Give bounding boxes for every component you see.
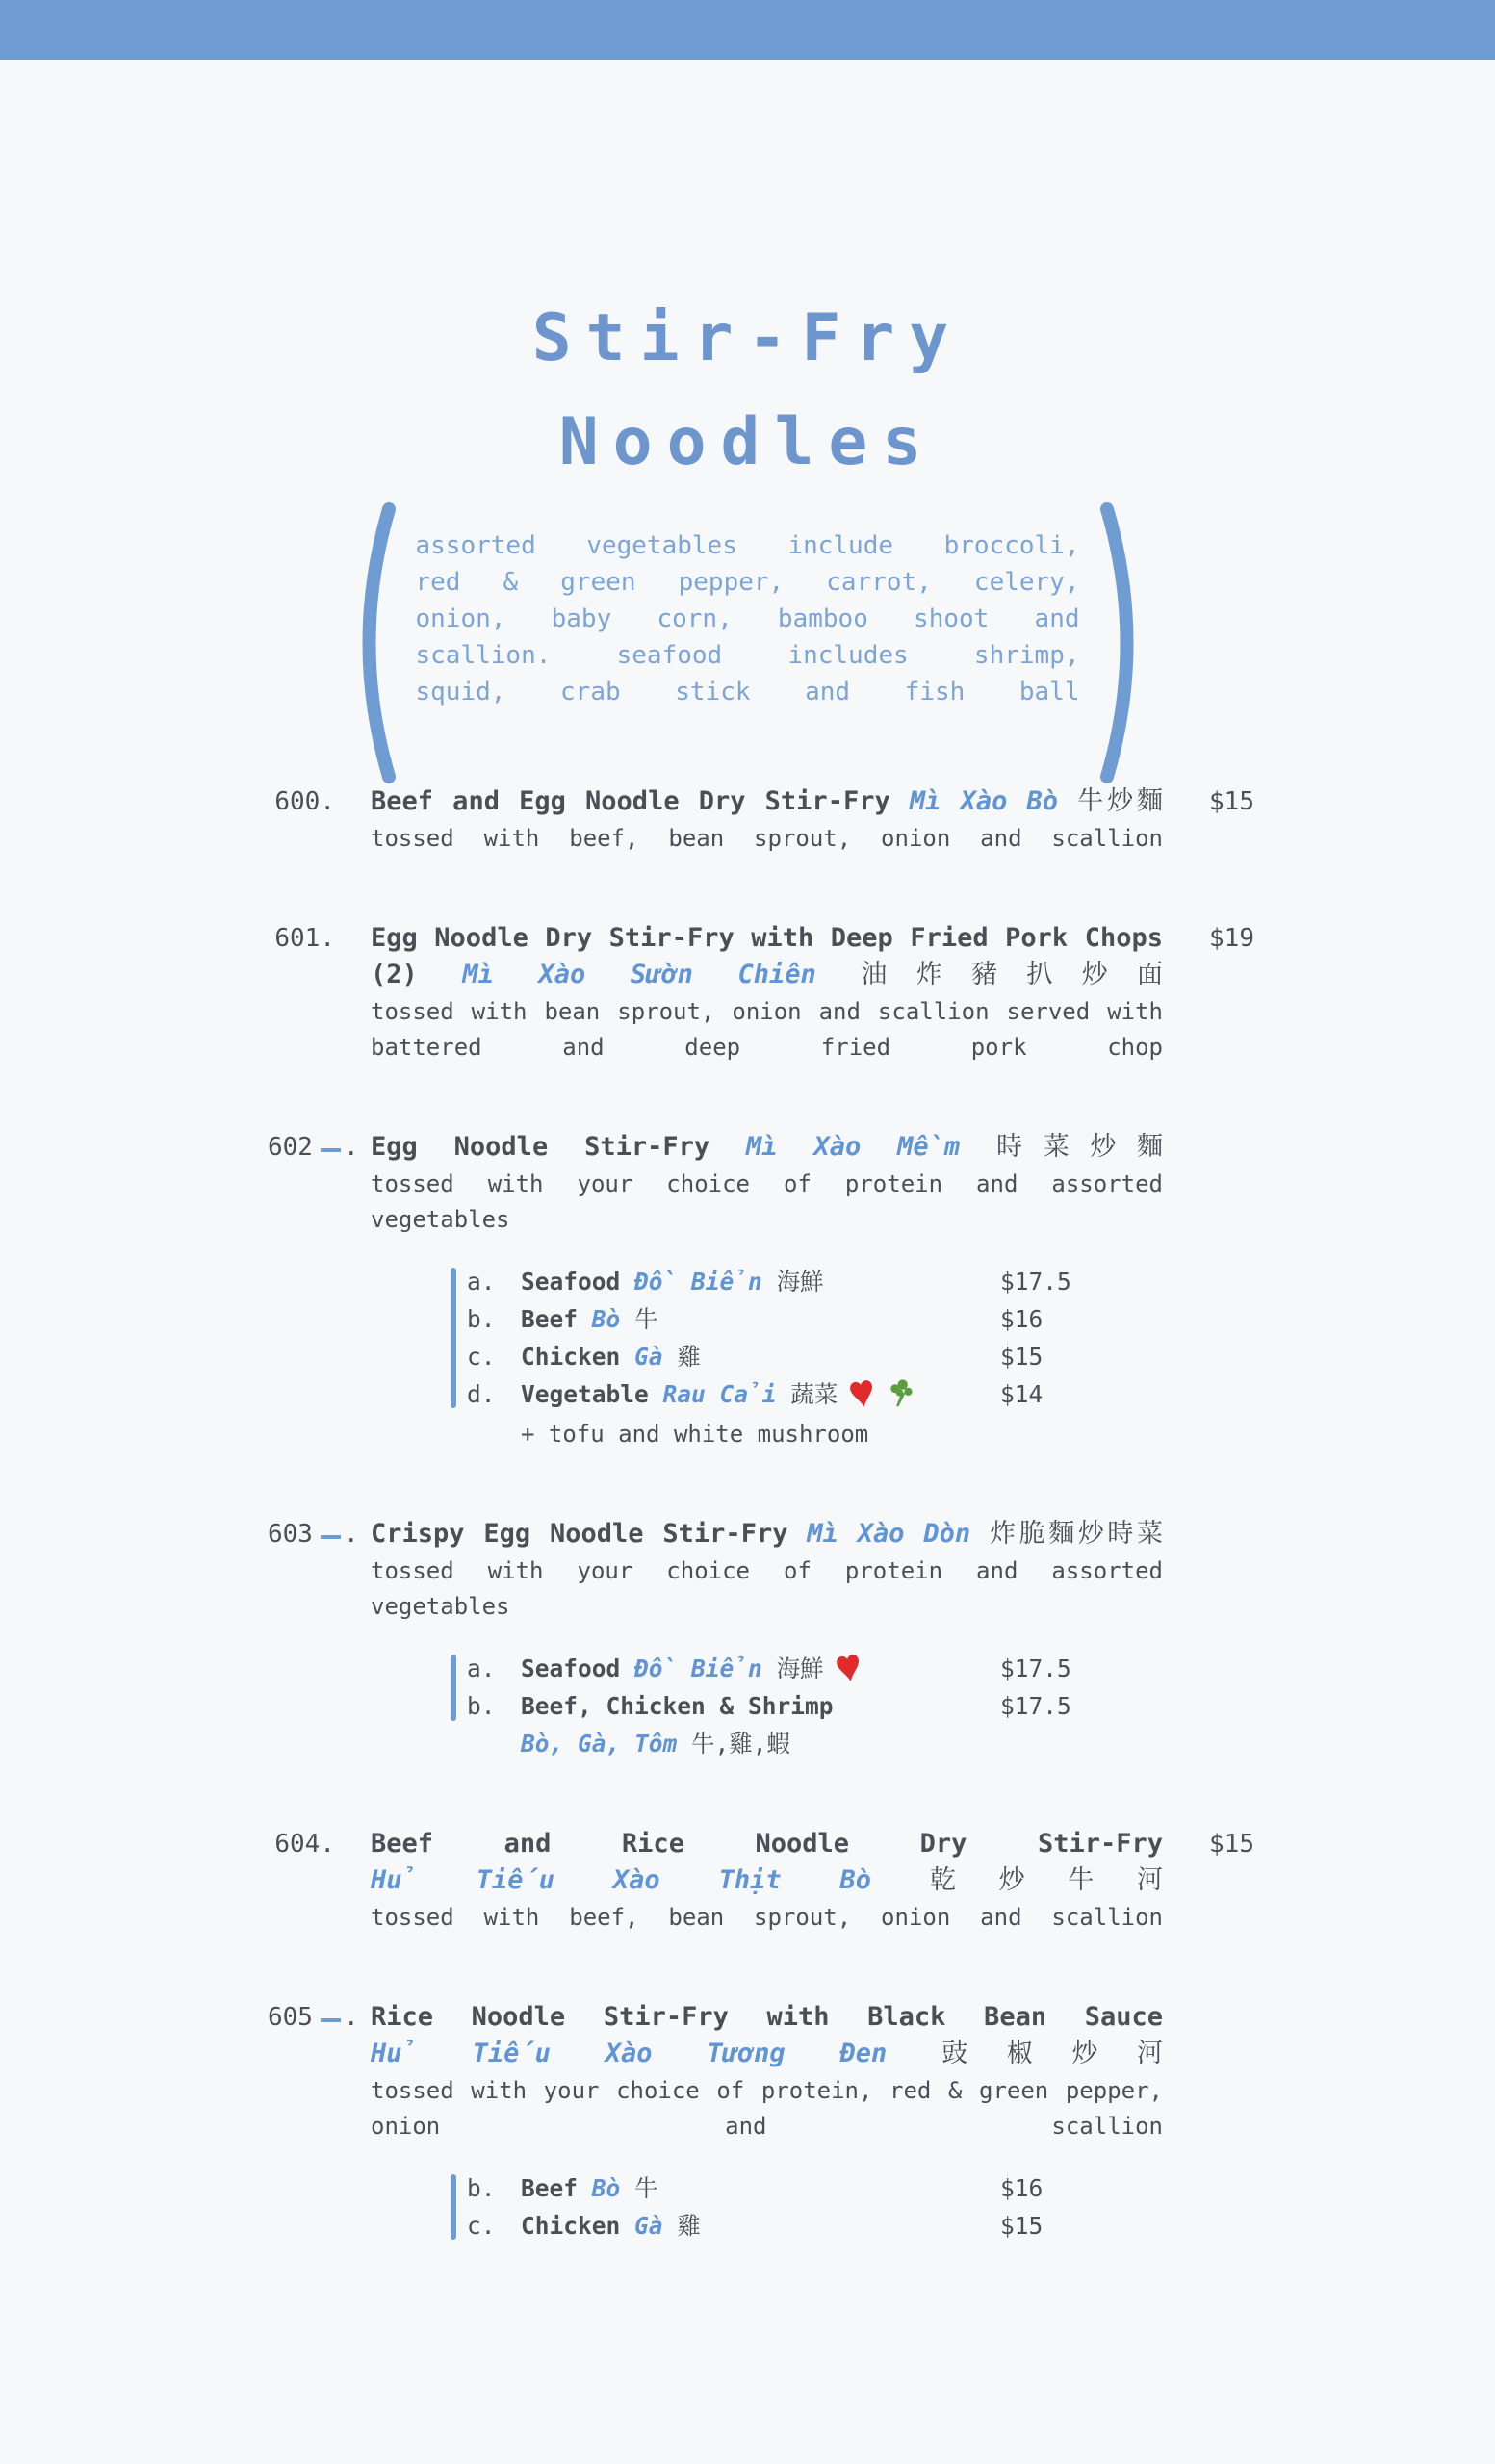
option-name-chinese: 雞 bbox=[677, 2212, 701, 2240]
option-name: Beef bbox=[521, 1305, 579, 1333]
item-name: Beef and Rice Noodle Dry Stir-Fry bbox=[371, 1829, 1163, 1859]
option-letter: d. bbox=[467, 1380, 496, 1408]
option-name: Vegetable bbox=[521, 1380, 649, 1408]
heart-icon bbox=[838, 1380, 876, 1408]
item-options bbox=[451, 1650, 1163, 1762]
item-title-second-line bbox=[371, 2036, 1163, 2072]
option-name-vietnamese: Bò bbox=[591, 2174, 621, 2202]
item-name: Crispy Egg Noodle Stir-Fry bbox=[371, 1519, 788, 1549]
item-name-chinese: 油炸豬扒炒面 bbox=[861, 960, 1163, 989]
option-name: Beef bbox=[521, 2174, 579, 2202]
item-number: 604. bbox=[274, 1830, 335, 1859]
option-row bbox=[467, 2207, 1163, 2245]
item-number: 602 . bbox=[268, 1133, 359, 1162]
note-line: assorted vegetables include broccoli, bbox=[415, 531, 1080, 560]
menu-page bbox=[0, 287, 1495, 2245]
item-name-chinese: 乾炒牛河 bbox=[929, 1865, 1163, 1895]
option-name-chinese: 雞 bbox=[677, 1343, 701, 1371]
option-letter: b. bbox=[467, 1692, 496, 1720]
item-name-chinese: 炸脆麵炒時菜 bbox=[989, 1519, 1164, 1549]
options-accent-bar bbox=[451, 1655, 456, 1721]
page-title-line2: Noodles bbox=[558, 404, 937, 480]
item-name: Egg Noodle Stir-Fry bbox=[371, 1132, 710, 1162]
item-price: $15 bbox=[1209, 1830, 1254, 1859]
item-number: 601. bbox=[274, 924, 335, 953]
page-title-line1: Stir-Fry bbox=[531, 300, 964, 376]
menu-item bbox=[0, 1999, 1495, 2245]
item-title bbox=[371, 920, 1163, 993]
option-name-vietnamese: Gà bbox=[634, 1343, 663, 1371]
options-accent-bar bbox=[451, 2174, 456, 2240]
item-name-vietnamese: Mì Xào Bò bbox=[909, 786, 1059, 816]
item-options bbox=[451, 2169, 1163, 2245]
menu-note bbox=[416, 527, 1080, 710]
option-name: Chicken bbox=[521, 1343, 621, 1371]
item-title bbox=[371, 783, 1163, 820]
option-price: $17.5 bbox=[1000, 1655, 1071, 1682]
broccoli-icon bbox=[876, 1380, 915, 1408]
item-description: tossed with beef, bean sprout, onion and scallion bbox=[371, 1904, 1163, 1931]
option-name-chinese: 牛 bbox=[634, 2174, 658, 2202]
note-line: red & green pepper, carrot, celery, bbox=[415, 568, 1080, 597]
item-price: $19 bbox=[1209, 924, 1254, 953]
item-description: tossed with your choice of protein and assorted vegetables bbox=[371, 1170, 1163, 1233]
item-name-vietnamese: Mì Xào Mềm bbox=[746, 1132, 961, 1162]
option-name-vietnamese: Gà bbox=[634, 2212, 663, 2240]
item-description: tossed with beef, bean sprout, onion and scallion bbox=[371, 825, 1163, 852]
menu-item bbox=[0, 783, 1495, 857]
option-name: Seafood bbox=[521, 1655, 621, 1682]
option-row bbox=[467, 1375, 1163, 1413]
item-name-vietnamese: Hủ Tiếu Xào Tương Đen bbox=[371, 2039, 888, 2068]
item-price: $15 bbox=[1209, 787, 1254, 816]
note-line: squid, crab stick and fish ball bbox=[415, 678, 1080, 706]
option-row bbox=[467, 1687, 1163, 1762]
option-letter: b. bbox=[467, 2174, 496, 2202]
item-title bbox=[371, 1826, 1163, 1862]
option-row bbox=[467, 2169, 1163, 2207]
item-description: tossed with your choice of protein and assorted vegetables bbox=[371, 1557, 1163, 1620]
option-name-vietnamese: Đồ Biển bbox=[634, 1655, 762, 1682]
option-note: + tofu and white mushroom bbox=[521, 1421, 869, 1448]
option-name-chinese: 海鮮 bbox=[776, 1268, 824, 1296]
option-name: Chicken bbox=[521, 2212, 621, 2240]
item-description: tossed with bean sprout, onion and scallion served with battered and deep fried pork chop bbox=[371, 998, 1163, 1061]
option-name-chinese: 牛 bbox=[634, 1305, 658, 1333]
option-name-chinese: 蔬菜 bbox=[790, 1380, 838, 1408]
item-name-vietnamese: Mì Xào Dòn bbox=[807, 1519, 971, 1549]
item-number: 600. bbox=[274, 787, 335, 816]
option-price: $17.5 bbox=[1000, 1268, 1071, 1296]
option-name-chinese: 海鮮 bbox=[776, 1655, 824, 1682]
item-options bbox=[451, 1263, 1163, 1452]
option-price: $16 bbox=[1000, 1305, 1044, 1333]
option-name: Beef, Chicken & Shrimp bbox=[521, 1692, 834, 1720]
right-parenthesis-icon bbox=[1095, 500, 1155, 785]
option-name-vietnamese: Rau Cải bbox=[662, 1380, 777, 1408]
item-number: 603 . bbox=[268, 1520, 359, 1549]
option-price: $15 bbox=[1000, 1343, 1044, 1371]
item-title-second-line bbox=[371, 1862, 1163, 1899]
item-name-chinese: 時菜炒麵 bbox=[996, 1132, 1163, 1162]
menu-item bbox=[0, 1826, 1495, 1936]
fill-in-blank bbox=[321, 2018, 341, 2022]
option-row bbox=[467, 1650, 1163, 1687]
item-name-vietnamese: Hủ Tiếu Xào Thịt Bò bbox=[371, 1865, 872, 1895]
menu-item bbox=[0, 1516, 1495, 1762]
option-name: Seafood bbox=[521, 1268, 621, 1296]
item-name-chinese: 豉椒炒河 bbox=[941, 2039, 1164, 2068]
option-letter: c. bbox=[467, 2212, 496, 2240]
item-name-chinese: 牛炒麵 bbox=[1077, 786, 1164, 816]
heart-icon bbox=[824, 1655, 863, 1682]
option-price: $14 bbox=[1000, 1380, 1044, 1408]
menu-item bbox=[0, 920, 1495, 1065]
left-parenthesis-icon bbox=[341, 500, 400, 785]
item-name: Beef and Egg Noodle Dry Stir-Fry bbox=[371, 786, 890, 816]
option-price: $16 bbox=[1000, 2174, 1044, 2202]
item-name-vietnamese: Mì Xào Sườn Chiên bbox=[462, 960, 816, 989]
option-letter: a. bbox=[467, 1655, 496, 1682]
option-row bbox=[467, 1338, 1163, 1375]
note-line: scallion. seafood includes shrimp, bbox=[415, 641, 1080, 670]
item-title bbox=[371, 1999, 1163, 2036]
menu-items bbox=[0, 783, 1495, 2245]
item-name: Rice Noodle Stir-Fry with Black Bean Sauce bbox=[371, 2002, 1163, 2032]
option-letter: b. bbox=[467, 1305, 496, 1333]
note-text bbox=[416, 527, 1080, 710]
option-row bbox=[467, 1300, 1163, 1338]
item-title bbox=[371, 1516, 1163, 1553]
fill-in-blank bbox=[321, 1148, 341, 1152]
options-accent-bar bbox=[451, 1268, 456, 1408]
item-name: Egg Noodle Dry Stir-Fry with Deep Fried Pork Chops (2) bbox=[371, 923, 1163, 989]
option-subtitle: Bò, Gà, Tôm 牛,雞,蝦 bbox=[521, 1730, 791, 1758]
option-price: $17.5 bbox=[1000, 1692, 1071, 1720]
item-number: 605 . bbox=[268, 2003, 359, 2032]
option-name-vietnamese: Bò bbox=[591, 1305, 621, 1333]
menu-item bbox=[0, 1129, 1495, 1452]
option-name-vietnamese: Đồ Biển bbox=[634, 1268, 762, 1296]
option-price: $15 bbox=[1000, 2212, 1044, 2240]
page-title bbox=[0, 287, 1495, 495]
top-accent-bar bbox=[0, 0, 1495, 60]
item-description: tossed with your choice of protein, red & green pepper, onion and scallion bbox=[371, 2077, 1163, 2140]
fill-in-blank bbox=[321, 1535, 341, 1539]
item-title bbox=[371, 1129, 1163, 1166]
option-row bbox=[467, 1263, 1163, 1300]
note-line: onion, baby corn, bamboo shoot and bbox=[415, 604, 1080, 633]
option-letter: a. bbox=[467, 1268, 496, 1296]
option-letter: c. bbox=[467, 1343, 496, 1371]
